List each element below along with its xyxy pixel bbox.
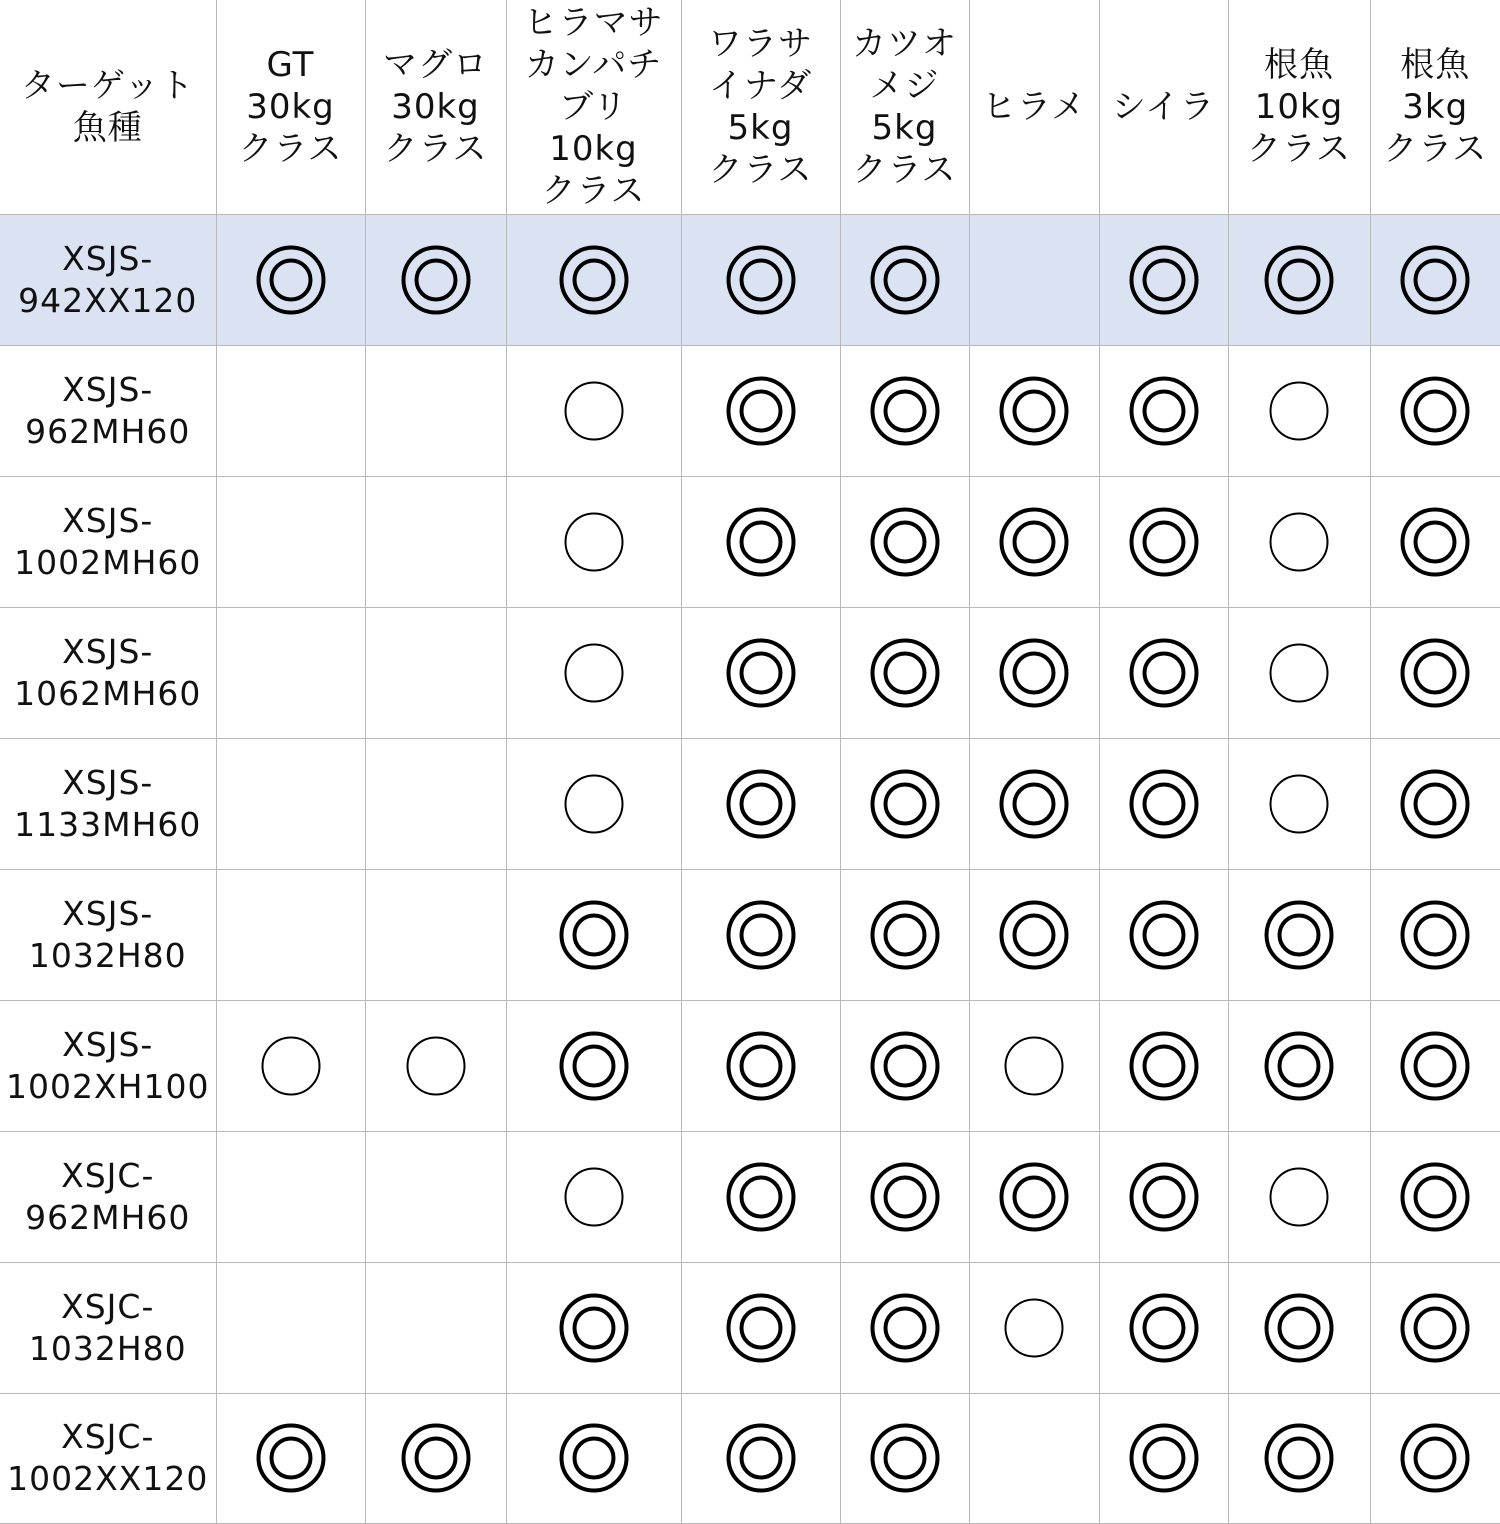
table-row — [0, 1131, 1500, 1262]
circle-icon — [1263, 1161, 1335, 1233]
double-circle-icon — [558, 244, 630, 316]
double-circle-icon — [869, 899, 941, 971]
rating-cell — [969, 738, 1099, 869]
double-circle-icon — [1128, 1030, 1200, 1102]
double-circle-icon — [558, 1422, 630, 1494]
rating-cell — [840, 1000, 969, 1131]
rating-cell — [1228, 1262, 1370, 1393]
rating-cell — [969, 1262, 1099, 1393]
header-rockfish-10kg: 根魚 10kg クラス — [1228, 0, 1370, 214]
double-circle-icon — [1128, 375, 1200, 447]
rating-cell — [1370, 1393, 1500, 1523]
rating-cell — [1370, 607, 1500, 738]
rating-cell — [681, 738, 840, 869]
model-name-cell: XSJS- 942XX120 — [0, 214, 216, 345]
rating-cell — [1228, 738, 1370, 869]
rating-cell — [365, 738, 506, 869]
double-circle-icon — [998, 899, 1070, 971]
model-name-cell: XSJS- 1062MH60 — [0, 607, 216, 738]
circle-icon — [998, 1292, 1070, 1364]
rating-cell — [216, 214, 365, 345]
double-circle-icon — [869, 375, 941, 447]
rating-cell — [506, 607, 681, 738]
table-row — [0, 214, 1500, 345]
rating-cell — [506, 738, 681, 869]
rating-cell — [969, 476, 1099, 607]
rating-cell — [216, 1000, 365, 1131]
table-row — [0, 738, 1500, 869]
header-row — [0, 0, 1500, 214]
double-circle-icon — [725, 637, 797, 709]
rating-cell — [216, 1131, 365, 1262]
rating-cell — [1099, 1131, 1228, 1262]
rating-cell — [1228, 345, 1370, 476]
rating-cell — [1099, 345, 1228, 476]
table-row — [0, 869, 1500, 1000]
model-name-cell: XSJS- 1032H80 — [0, 869, 216, 1000]
header-katsuo-meji: カツオ メジ 5kg クラス — [840, 0, 969, 214]
rating-cell — [506, 1000, 681, 1131]
rating-cell — [506, 1131, 681, 1262]
header-target-species: ターゲット 魚種 — [0, 0, 216, 214]
rating-cell — [365, 607, 506, 738]
rating-cell — [1370, 1000, 1500, 1131]
circle-icon — [558, 375, 630, 447]
table-row — [0, 1262, 1500, 1393]
rating-cell — [681, 1393, 840, 1523]
double-circle-icon — [1128, 899, 1200, 971]
rating-cell — [1099, 476, 1228, 607]
rating-cell — [969, 1131, 1099, 1262]
rating-cell — [1370, 476, 1500, 607]
model-name-cell: XSJC- 962MH60 — [0, 1131, 216, 1262]
rating-cell — [216, 476, 365, 607]
rating-cell — [365, 214, 506, 345]
rating-cell — [1099, 869, 1228, 1000]
header-warasa-inada: ワラサ イナダ 5kg クラス — [681, 0, 840, 214]
header-hirame: ヒラメ — [969, 0, 1099, 214]
rating-cell — [681, 1131, 840, 1262]
double-circle-icon — [1399, 899, 1471, 971]
double-circle-icon — [725, 244, 797, 316]
rating-cell — [840, 1393, 969, 1523]
double-circle-icon — [1128, 1422, 1200, 1494]
rating-cell — [840, 476, 969, 607]
double-circle-icon — [1128, 244, 1200, 316]
double-circle-icon — [725, 899, 797, 971]
rating-cell — [1370, 214, 1500, 345]
model-name-cell: XSJC- 1002XX120 — [0, 1393, 216, 1523]
rating-cell — [216, 345, 365, 476]
double-circle-icon — [725, 375, 797, 447]
double-circle-icon — [869, 244, 941, 316]
double-circle-icon — [869, 506, 941, 578]
double-circle-icon — [1263, 1292, 1335, 1364]
rating-cell — [1370, 345, 1500, 476]
double-circle-icon — [869, 1030, 941, 1102]
double-circle-icon — [725, 1422, 797, 1494]
double-circle-icon — [1128, 1292, 1200, 1364]
rating-cell — [681, 1000, 840, 1131]
rating-cell — [216, 1262, 365, 1393]
table-body — [0, 214, 1500, 1523]
rating-cell — [969, 607, 1099, 738]
double-circle-icon — [558, 1030, 630, 1102]
circle-icon — [998, 1030, 1070, 1102]
rating-cell — [506, 476, 681, 607]
rating-cell — [969, 1000, 1099, 1131]
circle-icon — [400, 1030, 472, 1102]
table-row — [0, 476, 1500, 607]
rating-cell — [365, 869, 506, 1000]
double-circle-icon — [869, 1292, 941, 1364]
circle-icon — [1263, 375, 1335, 447]
rating-cell — [365, 1000, 506, 1131]
double-circle-icon — [1263, 899, 1335, 971]
circle-icon — [558, 506, 630, 578]
rating-cell — [1228, 607, 1370, 738]
circle-icon — [558, 637, 630, 709]
double-circle-icon — [1399, 375, 1471, 447]
rating-cell — [840, 1131, 969, 1262]
table-row — [0, 607, 1500, 738]
rating-cell — [1099, 607, 1228, 738]
rating-cell — [840, 869, 969, 1000]
rating-cell — [365, 1262, 506, 1393]
double-circle-icon — [725, 1161, 797, 1233]
rating-cell — [1228, 1393, 1370, 1523]
rating-cell — [1228, 1131, 1370, 1262]
double-circle-icon — [725, 1030, 797, 1102]
rating-cell — [1370, 869, 1500, 1000]
rating-cell — [840, 214, 969, 345]
double-circle-icon — [1263, 1030, 1335, 1102]
double-circle-icon — [725, 768, 797, 840]
double-circle-icon — [255, 244, 327, 316]
rating-cell — [1099, 214, 1228, 345]
rating-cell — [840, 738, 969, 869]
header-tuna-30kg: マグロ 30kg クラス — [365, 0, 506, 214]
double-circle-icon — [1399, 1422, 1471, 1494]
model-name-cell: XSJS- 1002MH60 — [0, 476, 216, 607]
double-circle-icon — [1399, 506, 1471, 578]
rating-cell — [681, 214, 840, 345]
circle-icon — [255, 1030, 327, 1102]
rating-cell — [1370, 1131, 1500, 1262]
double-circle-icon — [998, 375, 1070, 447]
rating-cell — [681, 869, 840, 1000]
double-circle-icon — [558, 1292, 630, 1364]
rating-cell — [506, 1393, 681, 1523]
double-circle-icon — [725, 1292, 797, 1364]
rating-cell — [506, 214, 681, 345]
model-name-cell: XSJS- 1002XH100 — [0, 1000, 216, 1131]
double-circle-icon — [869, 1161, 941, 1233]
rating-cell — [969, 869, 1099, 1000]
double-circle-icon — [1128, 768, 1200, 840]
model-name-cell: XSJS- 1133MH60 — [0, 738, 216, 869]
rating-cell — [969, 345, 1099, 476]
double-circle-icon — [255, 1422, 327, 1494]
rating-cell — [1099, 1262, 1228, 1393]
rating-cell — [365, 476, 506, 607]
rating-cell — [1228, 214, 1370, 345]
rating-cell — [969, 214, 1099, 345]
double-circle-icon — [1128, 1161, 1200, 1233]
double-circle-icon — [558, 899, 630, 971]
header-hiramasa-kanpachi-buri: ヒラマサ カンパチ ブリ 10kg クラス — [506, 0, 681, 214]
rating-cell — [840, 1262, 969, 1393]
double-circle-icon — [400, 1422, 472, 1494]
circle-icon — [1263, 506, 1335, 578]
rating-cell — [365, 1393, 506, 1523]
rating-cell — [1370, 738, 1500, 869]
rating-cell — [1099, 1000, 1228, 1131]
double-circle-icon — [1128, 506, 1200, 578]
double-circle-icon — [869, 768, 941, 840]
circle-icon — [1263, 637, 1335, 709]
rating-cell — [681, 345, 840, 476]
double-circle-icon — [725, 506, 797, 578]
double-circle-icon — [869, 637, 941, 709]
circle-icon — [1263, 768, 1335, 840]
rating-cell — [216, 869, 365, 1000]
double-circle-icon — [1399, 1161, 1471, 1233]
model-name-cell: XSJC- 1032H80 — [0, 1262, 216, 1393]
rating-cell — [840, 345, 969, 476]
rating-cell — [365, 345, 506, 476]
rating-cell — [1228, 869, 1370, 1000]
rating-cell — [681, 476, 840, 607]
double-circle-icon — [998, 506, 1070, 578]
rating-cell — [506, 869, 681, 1000]
double-circle-icon — [869, 1422, 941, 1494]
rating-cell — [1099, 1393, 1228, 1523]
rating-cell — [1228, 1000, 1370, 1131]
rating-cell — [969, 1393, 1099, 1523]
double-circle-icon — [1399, 1030, 1471, 1102]
rating-cell — [216, 607, 365, 738]
double-circle-icon — [1399, 637, 1471, 709]
double-circle-icon — [1399, 768, 1471, 840]
circle-icon — [558, 768, 630, 840]
table-row — [0, 1000, 1500, 1131]
table-row — [0, 345, 1500, 476]
model-name-cell: XSJS- 962MH60 — [0, 345, 216, 476]
header-rockfish-3kg: 根魚 3kg クラス — [1370, 0, 1500, 214]
double-circle-icon — [998, 637, 1070, 709]
rating-cell — [840, 607, 969, 738]
double-circle-icon — [1399, 244, 1471, 316]
table-row — [0, 1393, 1500, 1523]
rating-cell — [365, 1131, 506, 1262]
rating-cell — [1370, 1262, 1500, 1393]
double-circle-icon — [1128, 637, 1200, 709]
header-shiira: シイラ — [1099, 0, 1228, 214]
circle-icon — [558, 1161, 630, 1233]
double-circle-icon — [400, 244, 472, 316]
header-gt-30kg: GT 30kg クラス — [216, 0, 365, 214]
rating-cell — [1228, 476, 1370, 607]
double-circle-icon — [1263, 1422, 1335, 1494]
double-circle-icon — [1263, 244, 1335, 316]
rating-cell — [681, 607, 840, 738]
double-circle-icon — [998, 768, 1070, 840]
rating-cell — [1099, 738, 1228, 869]
rating-cell — [681, 1262, 840, 1393]
double-circle-icon — [998, 1161, 1070, 1233]
rating-cell — [216, 1393, 365, 1523]
rating-cell — [506, 345, 681, 476]
rating-cell — [506, 1262, 681, 1393]
double-circle-icon — [1399, 1292, 1471, 1364]
rating-cell — [216, 738, 365, 869]
